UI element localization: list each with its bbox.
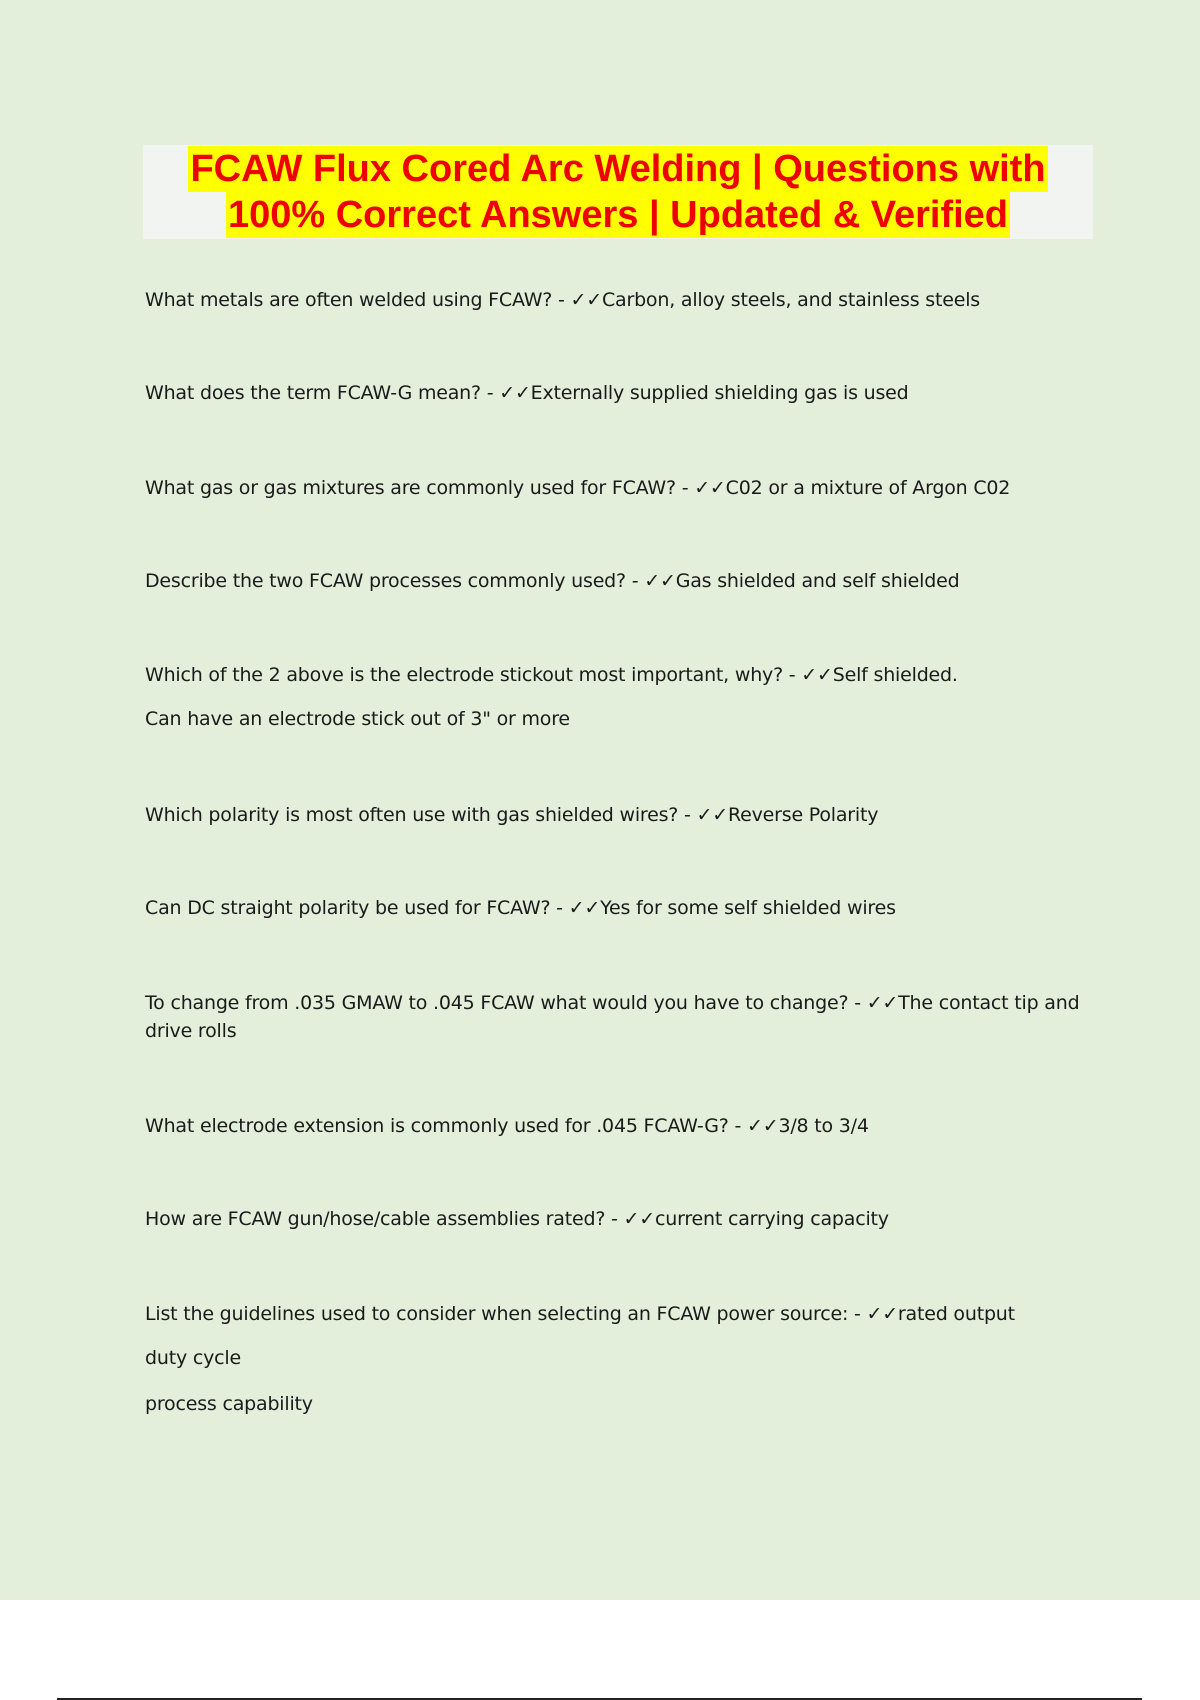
qa-item-gas-mixtures [145,474,1085,502]
qa-text: List the guidelines used to consider when selecting an FCAW power source: - ✓✓rated output [145,1303,1015,1325]
qa-item-gmaw-to-fcaw [145,989,1085,1045]
qa-text: Which polarity is most often use with gas shielded wires? - ✓✓Reverse Polarity [145,804,879,826]
qa-item-two-processes [145,567,1085,595]
qa-item-dc-straight [145,894,1085,922]
qa-text: Which of the 2 above is the electrode stickout most important, why? - ✓✓Self shielded. [145,664,958,686]
qa-text: How are FCAW gun/hose/cable assemblies rated? - ✓✓current carrying capacity [145,1208,889,1230]
qa-item-stickout [145,661,1085,733]
qa-item-fcaw-g [145,379,1085,407]
qa-answer-extra: duty cycle [145,1347,241,1369]
title-line-2: 100% Correct Answers | Updated & Verified [227,194,1009,236]
qa-item-metals [145,286,1085,314]
qa-text: What electrode extension is commonly used for .045 FCAW-G? - ✓✓3/8 to 3/4 [145,1115,869,1137]
qa-text: What gas or gas mixtures are commonly used for FCAW? - ✓✓C02 or a mixture of Argon C02 [145,477,1011,499]
qa-item-power-source [145,1300,1085,1418]
qa-answer-extra: Can have an electrode stick out of 3" or more [145,708,570,730]
qa-item-electrode-extension [145,1112,1085,1140]
title-line-1: FCAW Flux Cored Arc Welding | Questions with [190,148,1046,190]
qa-text: What does the term FCAW-G mean? - ✓✓Externally supplied shielding gas is used [145,382,909,404]
qa-text: What metals are often welded using FCAW? - ✓✓Carbon, alloy steels, and stainless steels [145,289,980,311]
qa-text: To change from .035 GMAW to .045 FCAW what would you have to change? - ✓✓The contact tip and drive rolls [145,992,1080,1042]
qa-text: Describe the two FCAW processes commonly used? - ✓✓Gas shielded and self shielded [145,570,960,592]
qa-answer-extra: process capability [145,1393,313,1415]
document-title [143,145,1093,239]
qa-item-polarity [145,801,1085,829]
qa-text: Can DC straight polarity be used for FCAW? - ✓✓Yes for some self shielded wires [145,897,896,919]
qa-item-gun-rating [145,1205,1085,1233]
